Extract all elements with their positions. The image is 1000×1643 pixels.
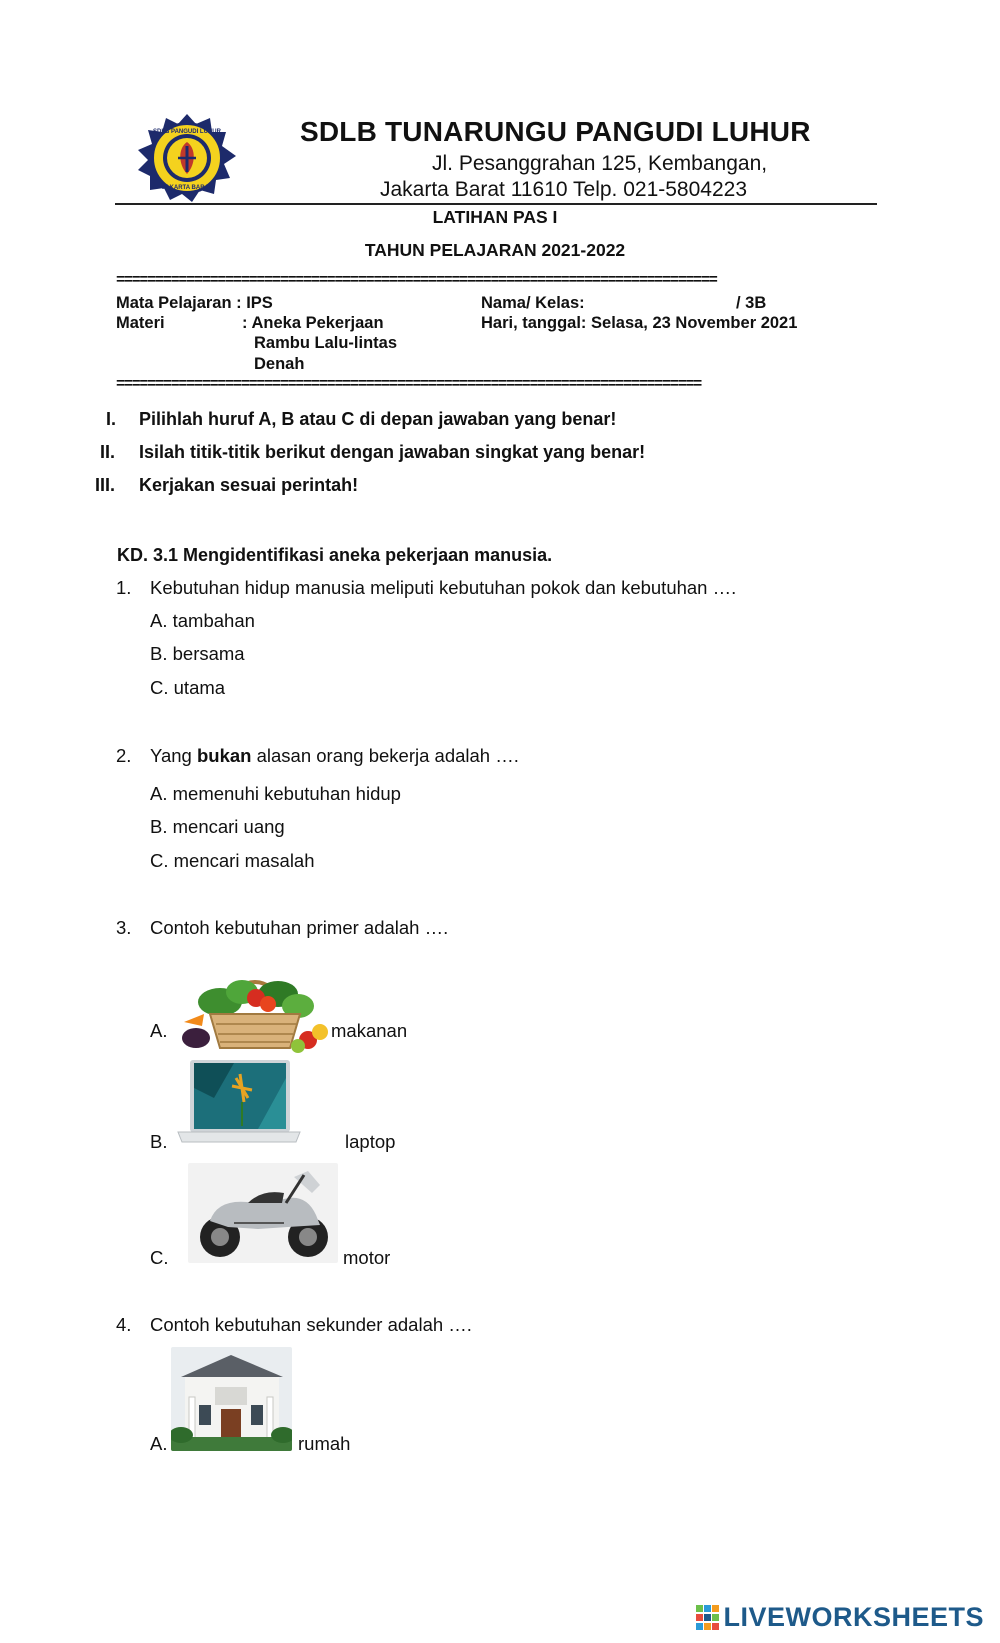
subject-label: Mata Pelajaran : IPS — [116, 294, 273, 312]
option-a-letter: A. — [150, 1433, 168, 1454]
motorbike-image — [188, 1163, 338, 1263]
instruction-number: III. — [95, 475, 116, 495]
materi-label: Materi — [116, 314, 165, 332]
separator-top: ============================================================================= — [116, 272, 717, 289]
question-text-pre: Yang — [150, 745, 197, 766]
option-c: C. utama — [150, 677, 226, 698]
option-a: A. memenuhi kebutuhan hidup — [150, 783, 401, 804]
option-a-letter: A. — [150, 1020, 168, 1041]
liveworksheets-watermark[interactable] — [696, 1602, 984, 1633]
option-c-letter: C. — [150, 1247, 169, 1268]
option-c: C. mencari masalah — [150, 850, 315, 871]
logo-text-bottom: JAKARTA BARAT — [161, 185, 213, 191]
address-line-1: Jl. Pesanggrahan 125, Kembangan, — [432, 152, 768, 175]
class-value: / 3B — [736, 294, 767, 312]
materi-item-1: : Aneka Pekerjaan — [242, 314, 384, 332]
instruction-number: I. — [106, 409, 117, 429]
question-text — [150, 745, 519, 767]
school-logo — [134, 112, 240, 204]
option-a-label: makanan — [331, 1020, 408, 1041]
instruction-number: II. — [100, 442, 116, 462]
option-a: A. tambahan — [150, 610, 255, 631]
kd-title: KD. 3.1 Mengidentifikasi aneka pekerjaan manusia. — [117, 545, 553, 565]
laptop-image — [174, 1058, 304, 1146]
address-line-2: Jakarta Barat 11610 Telp. 021-5804223 — [380, 178, 747, 201]
materi-item-3: Denah — [254, 355, 305, 373]
logo-text-top: SDLB PANGUDI LUHUR — [153, 129, 221, 135]
watermark-text: LIVEWORKSHEETS — [723, 1602, 984, 1632]
exam-title: LATIHAN PAS I — [432, 207, 558, 227]
instruction-text: Isilah titik-titik berikut dengan jawaban singkat yang benar! — [139, 442, 646, 462]
separator-bottom: =========================================================================== — [116, 376, 702, 393]
question-text: Contoh kebutuhan sekunder adalah …. — [150, 1314, 472, 1335]
option-b-letter: B. — [150, 1131, 168, 1152]
question-number: 1. — [116, 577, 132, 598]
option-b: B. mencari uang — [150, 816, 285, 837]
question-text-bold: bukan — [196, 745, 252, 766]
name-class-label: Nama/ Kelas: — [481, 294, 585, 312]
option-b-label: laptop — [345, 1131, 396, 1152]
materi-item-2: Rambu Lalu-lintas — [254, 334, 398, 352]
header-divider — [115, 203, 877, 205]
question-text: Contoh kebutuhan primer adalah …. — [150, 917, 449, 938]
question-number: 4. — [116, 1314, 132, 1335]
question-text-post: alasan orang bekerja adalah …. — [251, 745, 519, 766]
liveworksheets-logo-icon — [696, 1605, 720, 1631]
date-label: Hari, tanggal: Selasa, 23 November 2021 — [481, 314, 798, 332]
question-number: 3. — [116, 917, 132, 938]
option-b: B. bersama — [150, 643, 245, 664]
instruction-text: Pilihlah huruf A, B atau C di depan jawaban yang benar! — [139, 409, 617, 429]
house-image — [171, 1347, 292, 1451]
school-name: SDLB TUNARUNGU PANGUDI LUHUR — [300, 116, 811, 147]
vegetable-basket-image — [180, 962, 330, 1056]
question-number: 2. — [116, 745, 132, 766]
option-c-label: motor — [343, 1247, 391, 1268]
question-text: Kebutuhan hidup manusia meliputi kebutuhan pokok dan kebutuhan …. — [150, 577, 737, 598]
option-a-label: rumah — [298, 1433, 351, 1454]
school-year: TAHUN PELAJARAN 2021-2022 — [364, 240, 626, 260]
instruction-text: Kerjakan sesuai perintah! — [139, 475, 359, 495]
